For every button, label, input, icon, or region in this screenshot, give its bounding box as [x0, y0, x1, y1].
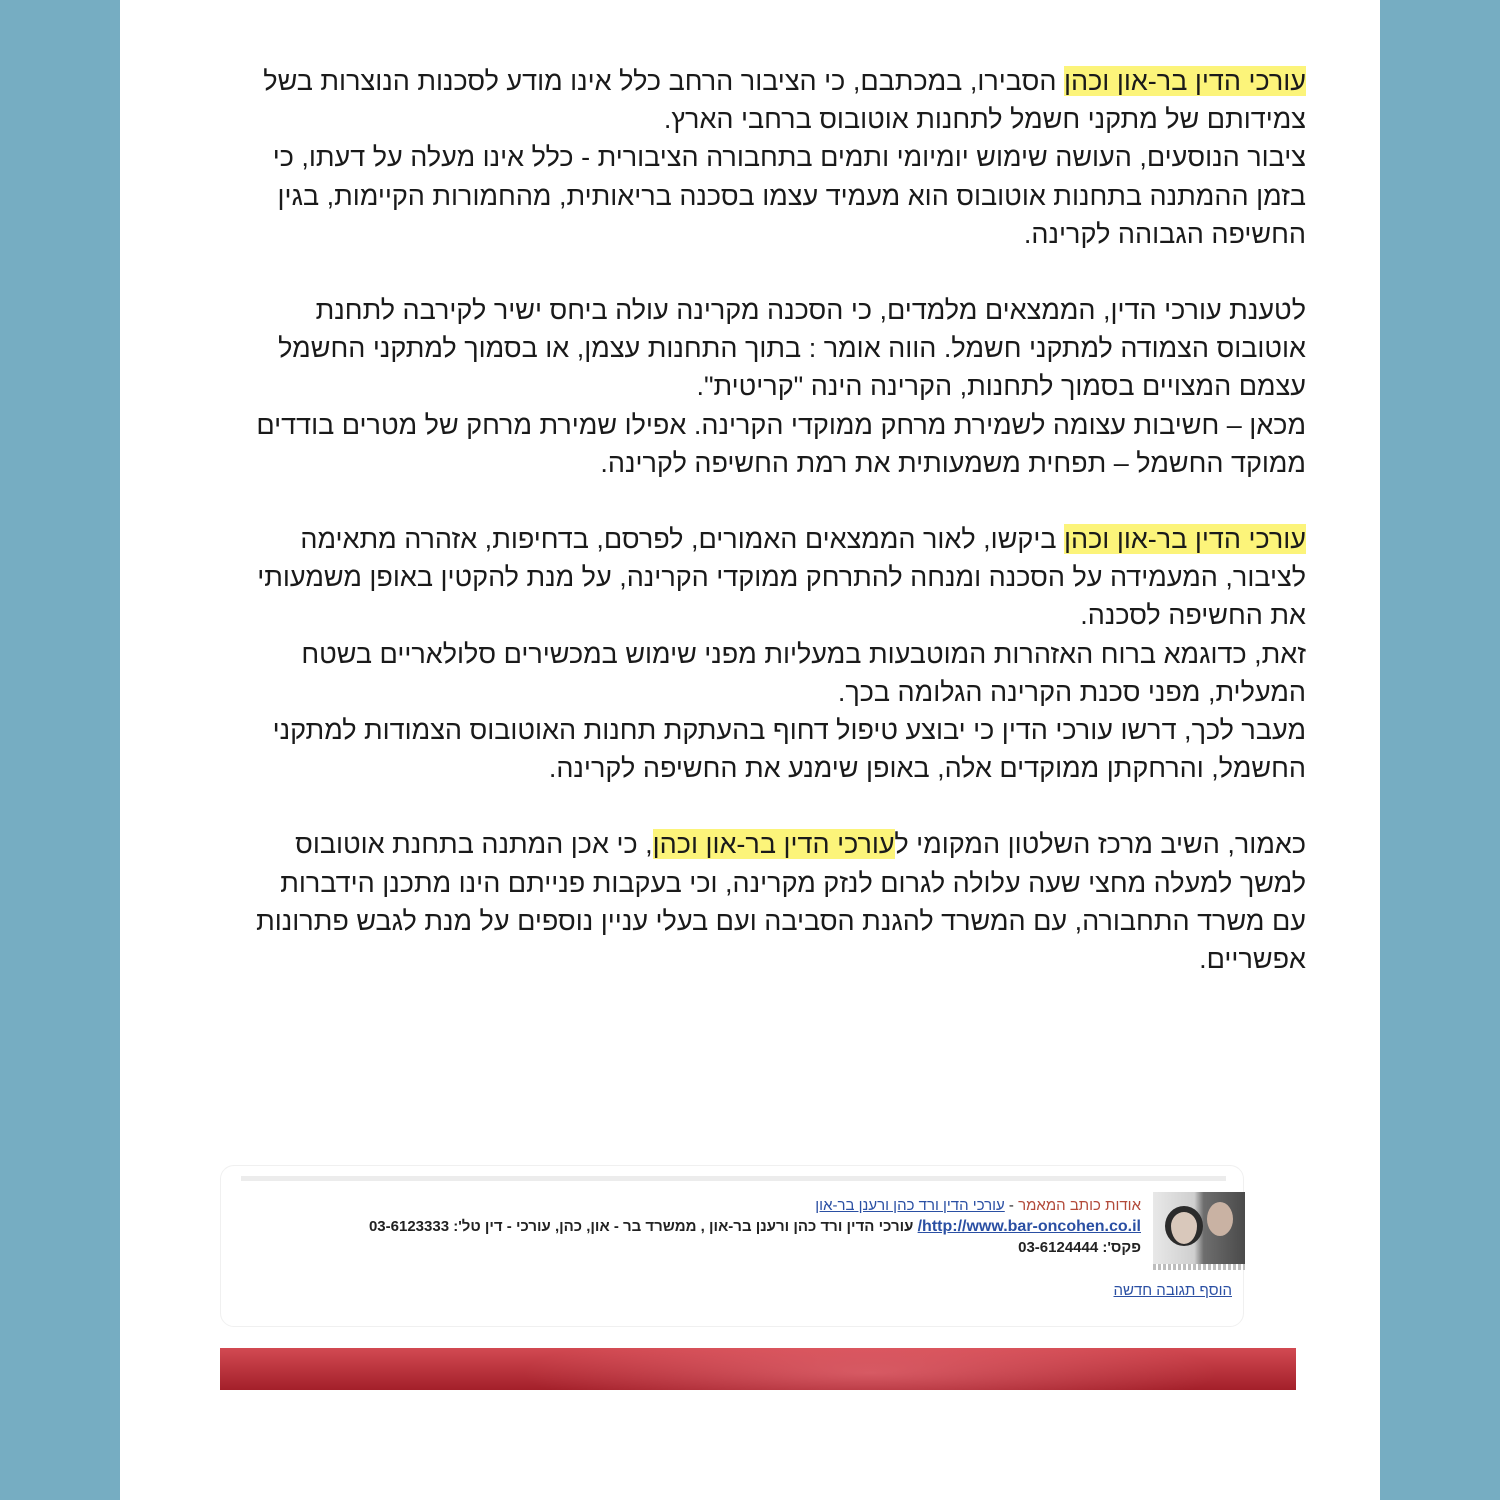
document-page — [120, 0, 1380, 1500]
paragraph-3 — [240, 520, 1306, 787]
author-info — [295, 1195, 1141, 1258]
author-info-line-1 — [295, 1195, 1141, 1216]
paragraph-4-text: , כי אכן המתנה בתחנת אוטובוס למשך למעלה מחצי שעה עלולה לגרום לנזק מקרינה, וכי בעקבות פנייתם הינו מתכנן הידברות עם משרד התחבורה, עם המשרד להגנת הסביבה ועם בעלי עניין נוספים על מנת לגבש פתרונות אפשריים. — [256, 829, 1306, 975]
paragraph-4-intro: כאמור, השיב מרכז השלטון המקומי ל — [894, 829, 1306, 860]
author-photo-man — [1207, 1202, 1233, 1236]
photo-caption — [1153, 1264, 1245, 1270]
highlighted-lawyers-name: עורכי הדין בר-און וכהן — [652, 829, 895, 860]
paragraph-1-text: הסבירו, במכתבם, כי הציבור הרחב כלל אינו מודע לסכנות הנוצרות בשל צמידותם של מתקני חשמל לתחנות אוטובוס ברחבי הארץ. — [263, 66, 1306, 135]
fax-number: 03-6124444 — [1018, 1239, 1099, 1256]
highlighted-lawyers-name: עורכי הדין בר-און וכהן — [1064, 66, 1306, 96]
author-info-line-3 — [295, 1237, 1141, 1258]
paragraph-3-line-2: זאת, כדוגמא ברוח האזהרות המוטבעות במעליות מפני שימוש במכשירים סלולאריים בשטח המעלית, מפני סכנת הקרינה הגלומה בכך. — [301, 638, 1306, 707]
author-link[interactable]: עורכי הדין ורד כהן ורענן בר-און — [815, 1197, 1005, 1214]
author-box-divider — [241, 1176, 1226, 1181]
about-separator: - — [1004, 1197, 1019, 1214]
authors-photo — [1153, 1192, 1245, 1264]
fax-label: פקס': — [1098, 1239, 1141, 1256]
website-link[interactable]: http://www.bar-oncohen.co.il/ — [917, 1218, 1141, 1235]
paragraph-1-line-2: ציבור הנוסעים, העושה שימוש יומיומי ותמים בתחבורה הציבורית - כלל אינו מעלה על דעתו, כי בזמן ההמתנה בתחנות אוטובוס הוא מעמיד עצמו בסכנה בריאותית, מהחמורות הקיימות, בגין החשיפה הגבוהה לקרינה. — [272, 142, 1306, 249]
paragraph-4 — [240, 825, 1306, 978]
decorative-footer-bar — [220, 1348, 1296, 1390]
article-body — [240, 62, 1306, 1016]
author-description: עורכי הדין ורד כהן ורענן בר-און , ממשרד בר - און, כהן, עורכי - דין טל': — [449, 1218, 918, 1235]
paragraph-3-line-3: מעבר לכך, דרשו עורכי הדין כי יבוצע טיפול דחוף בהעתקת תחנות האוטובוס הצמודות למתקני החשמל, והרחקתן ממוקדים אלה, באופן שימנע את החשיפה לקרינה. — [272, 715, 1306, 784]
paragraph-2 — [240, 291, 1306, 482]
about-author-label: אודות כותב המאמר — [1018, 1197, 1141, 1214]
highlighted-lawyers-name: עורכי הדין בר-און וכהן — [1064, 524, 1306, 555]
bar-highlight — [520, 1348, 1220, 1390]
author-info-line-2 — [295, 1216, 1141, 1237]
add-response-link[interactable]: הוסף תגובה חדשה — [1113, 1282, 1232, 1299]
paragraph-2-line-2: מכאן – חשיבות עצומה לשמירת מרחק ממוקדי הקרינה. אפילו שמירת מרחק של מטרים בודדים ממוקד החשמל – תפחית משמעותית את רמת החשיפה לקרינה. — [256, 409, 1306, 478]
paragraph-2-line-1: לטענת עורכי הדין, הממצאים מלמדים, כי הסכנה מקרינה עולה ביחס ישיר לקירבה לתחנת אוטובוס הצמודה למתקני חשמל. הווה אומר : בתוך התחנות עצמן, או בסמוך למתקני החשמל עצמם המצויים בסמוך לתחנות, הקרינה הינה "קריטית". — [278, 295, 1306, 402]
phone-number: 03-6123333 — [368, 1218, 450, 1235]
paragraph-1 — [240, 62, 1306, 253]
author-photo-woman — [1165, 1206, 1203, 1246]
paragraph-3-text: ביקשו, לאור הממצאים האמורים, לפרסם, בדחיפות, אזהרה מתאימה לציבור, המעמידה על הסכנה ומנחה להתרחק ממוקדי הקרינה, על מנת להקטין באופן משמעותי את החשיפה לסכנה. — [257, 524, 1306, 631]
